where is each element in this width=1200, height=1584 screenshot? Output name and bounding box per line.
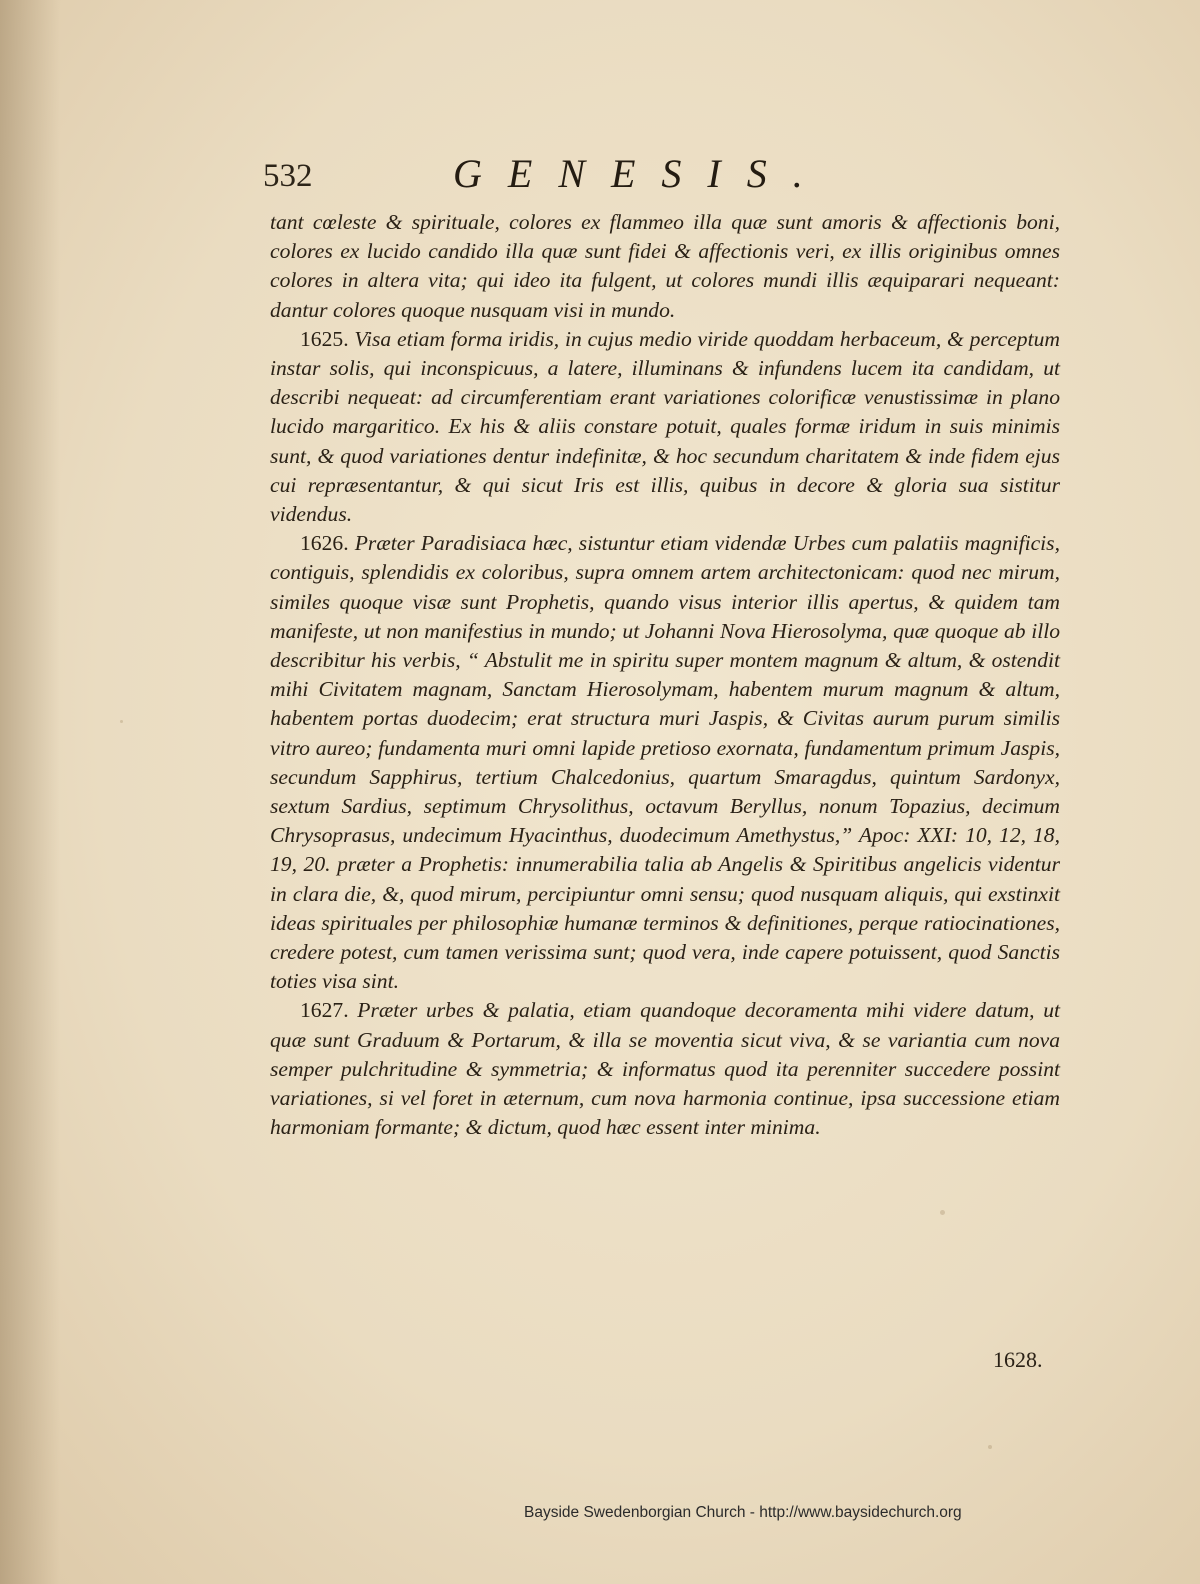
paragraph-text: Visa etiam forma iridis, in cujus medio viride quoddam herbaceum, & perceptum instar solis, qui inconspicuus, a latere, illuminans & infundens lucem ita candidam, ut describi nequeat: ad circumferentiam erant variationes colorificæ venustissimæ in plano lucido margaritico. Ex his & aliis constare potuit, quales formæ iridum in suis minimis sunt, & quod variationes dentur indefinitæ, & hoc secundum charitatem & inde fidem ejus cui repræsentantur, & qui sicut Iris est illis, quibus in decore & gloria sua sistitur videndus.	[270, 326, 1060, 527]
paper-spot	[940, 1210, 945, 1215]
page-number: 532	[263, 158, 313, 194]
paragraph-number: 1627.	[300, 998, 349, 1023]
paper-spot	[120, 720, 123, 723]
paragraph-1626	[270, 529, 1060, 996]
paragraph-number: 1625.	[300, 326, 349, 351]
page-header	[263, 150, 1063, 200]
paragraph-text: Præter Paradisiaca hæc, sistuntur etiam videndæ Urbes cum palatiis magnificis, contiguis, splendidis ex coloribus, supra omnem artem architectonicam: quod nec mirum, similes quoque visæ sunt Prophetis, quando visus interior illis apertus, & quidem tam manifeste, ut non manifestius in mundo; ut Johanni Nova Hierosolyma, quæ quoque ab illo describitur his verbis, “ Abstulit me in spiritu super montem magnum & altum, & ostendit mihi Civitatem magnam, Sanctam Hierosolymam, habentem murum magnum & altum, habentem portas duodecim; erat structura muri Jaspis, & Civitas aurum purum similis vitro aureo; fundamenta muri omni lapide pretioso exornata, fundamentum primum Jaspis, secundum Sapphirus, tertium Chalcedonius, quartum Smaragdus, quintum Sardonyx, sextum Sardius, septimum Chrysolithus, octavum Beryllus, nonum Topazius, decimum Chrysoprasus, undecimum Hyacinthus, duodecimum Amethystus,” Apoc: XXI: 10, 12, 18, 19, 20. præter a Prophetis: innumerabilia talia ab Angelis & Spiritibus angelicis videntur in clara die, &, quod mirum, percipiuntur omni sensu; quod nusquam aliquis, qui exstinxit ideas spirituales per philosophiæ humanæ terminos & definitiones, perque ratiocinationes, credere potest, cum tamen verissima sunt; quod vera, inde capere potuissent, quod Sanctis toties visa sint.	[270, 531, 1060, 994]
watermark-footer: Bayside Swedenborgian Church - http://www.baysidechurch.org	[524, 1504, 962, 1521]
spine-shadow	[0, 0, 60, 1584]
paragraph-continuation	[270, 208, 1060, 325]
paragraph-number: 1626.	[300, 531, 349, 556]
paragraph-text: Præter urbes & palatia, etiam quandoque decoramenta mihi videre datum, ut quæ sunt Graduum & Portarum, & illa se moventia sicut viva, & se variantia cum nova semper pulchritudine & symmetria; & informatus quod ita perenniter succedere possint variationes, si vel foret in æternum, cum nova harmonia continue, ipsa successione etiam harmoniam formante; & dictum, quod hæc essent inter minima.	[270, 998, 1060, 1140]
running-title: GENESIS.	[453, 151, 829, 196]
catchword: 1628.	[993, 1347, 1043, 1372]
paper-spot	[988, 1445, 992, 1449]
body-text	[270, 208, 1060, 1143]
paragraph-1625	[270, 325, 1060, 529]
paragraph-text: tant cœleste & spirituale, colores ex flammeo illa quæ sunt amoris & affectionis boni, colores ex lucido candido illa quæ sunt fidei & affectionis veri, ex illis originibus omnes colores in altera vita; qui ideo ita fulgent, ut colores mundi illis æquiparari nequeant: dantur colores quoque nusquam visi in mundo.	[270, 210, 1060, 322]
paragraph-1627	[270, 996, 1060, 1142]
